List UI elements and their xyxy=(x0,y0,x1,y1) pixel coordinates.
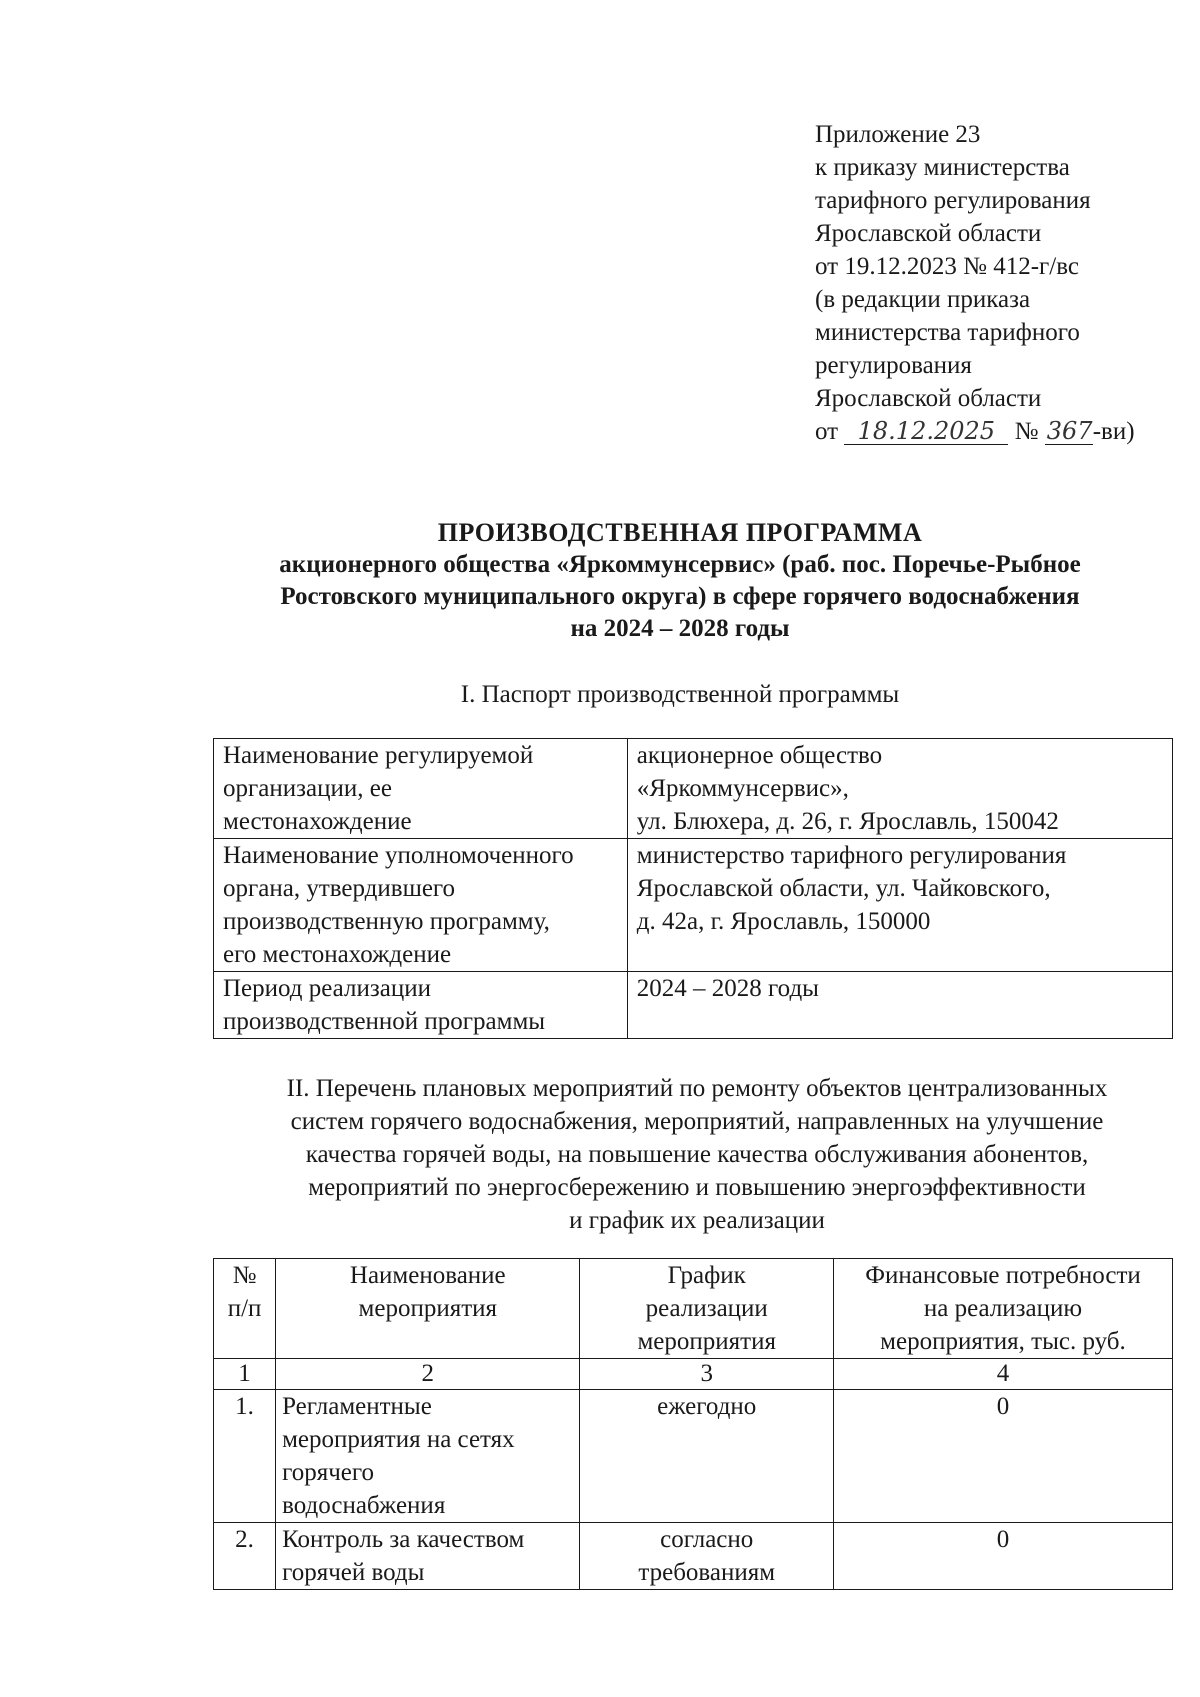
header-line: График xyxy=(667,1262,746,1289)
annex-line: Ярославской области xyxy=(815,220,1042,247)
name-line: горячей воды xyxy=(282,1559,425,1586)
schedule-line: согласно xyxy=(660,1526,754,1553)
header-line: на реализацию xyxy=(923,1295,1083,1322)
column-header-name xyxy=(276,1259,580,1359)
passport-row xyxy=(214,839,1173,972)
column-number-row xyxy=(214,1359,1173,1390)
title-main: ПРОИЗВОДСТВЕННАЯ ПРОГРАММА xyxy=(437,518,923,547)
annex-line: тарифного регулирования xyxy=(815,187,1091,214)
name-line: Контроль за качеством xyxy=(282,1526,525,1553)
row-name xyxy=(276,1390,580,1523)
value-line: акционерное общество xyxy=(636,742,883,769)
heading-line: и график их реализации xyxy=(569,1207,825,1234)
annex-prefix: от xyxy=(815,418,839,445)
header-line: мероприятия xyxy=(637,1328,776,1355)
passport-row xyxy=(214,739,1173,839)
table-row xyxy=(214,1390,1173,1523)
row-number: 2. xyxy=(214,1523,276,1590)
row-number: 1. xyxy=(214,1390,276,1523)
header-line: Финансовые потребности xyxy=(865,1262,1141,1289)
value-line: Ярославской области, ул. Чайковского, xyxy=(636,875,1051,902)
passport-value xyxy=(627,972,1172,1039)
column-header-schedule xyxy=(580,1259,833,1359)
header-line: мероприятия xyxy=(358,1295,498,1322)
heading-line: систем горячего водоснабжения, мероприятий, направленных на улучшение xyxy=(290,1108,1104,1135)
heading-line: II. Перечень плановых мероприятий по ремонту объектов централизованных xyxy=(286,1075,1108,1102)
row-schedule xyxy=(580,1390,833,1523)
value-line: «Яркоммунсервис», xyxy=(636,775,849,802)
passport-row xyxy=(214,972,1173,1039)
annex-line: от 19.12.2023 № 412-г/вс xyxy=(815,253,1079,280)
annex-line: регулирования xyxy=(815,352,972,379)
heading-line: мероприятий по энергосбережению и повышению энергоэффективности xyxy=(308,1174,1086,1201)
row-name xyxy=(276,1523,580,1590)
annex-line: Приложение 23 xyxy=(815,121,981,148)
section1-heading: I. Паспорт производственной программы xyxy=(460,681,900,708)
passport-label xyxy=(214,739,628,839)
annex-suffix: -ви) xyxy=(1092,418,1135,445)
table-header-row xyxy=(214,1259,1173,1359)
annex-line: (в редакции приказа xyxy=(815,286,1031,313)
name-line: горячего xyxy=(282,1459,375,1486)
annex-block xyxy=(815,118,1135,448)
passport-label xyxy=(214,972,628,1039)
schedule-line: требованиям xyxy=(638,1559,776,1586)
header-line: мероприятия, тыс. руб. xyxy=(880,1328,1126,1355)
passport-value xyxy=(627,739,1172,839)
label-line: производственной программы xyxy=(223,1008,546,1035)
row-finance: 0 xyxy=(833,1390,1172,1523)
value-line: д. 42а, г. Ярославль, 150000 xyxy=(636,908,931,935)
annex-line: министерства тарифного xyxy=(815,319,1080,346)
header-line: реализации xyxy=(645,1295,768,1322)
value-line: ул. Блюхера, д. 26, г. Ярославль, 150042 xyxy=(636,808,1059,835)
handwritten-date: 18.12.2025 xyxy=(844,418,1008,445)
events-table xyxy=(213,1258,1173,1590)
column-number: 2 xyxy=(276,1359,580,1390)
header-line: Наименование xyxy=(349,1262,506,1289)
label-line: местонахождение xyxy=(223,808,412,835)
handwritten-number: 367 xyxy=(1046,417,1093,445)
label-line: Наименование регулируемой xyxy=(223,742,534,769)
title-line: на 2024 – 2028 годы xyxy=(570,615,790,642)
column-number: 3 xyxy=(580,1359,833,1390)
label-line: органа, утвердившего xyxy=(223,875,456,902)
name-line: Регламентные xyxy=(282,1393,432,1420)
label-line: организации, ее xyxy=(223,775,392,802)
annex-last-line xyxy=(815,415,1135,448)
title-line: акционерного общества «Яркоммунсервис» (раб. пос. Поречье-Рыбное xyxy=(279,551,1081,578)
value-line: министерство тарифного регулирования xyxy=(636,842,1067,869)
value-line: 2024 – 2028 годы xyxy=(636,975,819,1002)
label-line: его местонахождение xyxy=(223,941,452,968)
column-number: 1 xyxy=(214,1359,276,1390)
column-number: 4 xyxy=(833,1359,1172,1390)
label-line: Период реализации xyxy=(223,975,431,1002)
passport-table xyxy=(213,738,1173,1039)
row-schedule xyxy=(580,1523,833,1590)
table-row xyxy=(214,1523,1173,1590)
section2-heading xyxy=(212,1072,1182,1237)
column-header-num xyxy=(214,1259,276,1359)
document-title xyxy=(200,517,1160,645)
schedule-line: ежегодно xyxy=(657,1393,757,1420)
heading-line: качества горячей воды, на повышение качества обслуживания абонентов, xyxy=(305,1141,1089,1168)
column-header-finance xyxy=(833,1259,1172,1359)
passport-value xyxy=(627,839,1172,972)
title-line: Ростовского муниципального округа) в сфере горячего водоснабжения xyxy=(280,583,1080,610)
header-line: № xyxy=(232,1262,257,1289)
number-sign: № xyxy=(1014,418,1039,445)
name-line: мероприятия на сетях xyxy=(282,1426,515,1453)
annex-line: к приказу министерства xyxy=(815,154,1070,181)
header-line: п/п xyxy=(227,1295,262,1322)
passport-label xyxy=(214,839,628,972)
label-line: Наименование уполномоченного xyxy=(223,842,574,869)
annex-line: Ярославской области xyxy=(815,385,1042,412)
row-finance: 0 xyxy=(833,1523,1172,1590)
name-line: водоснабжения xyxy=(282,1492,446,1519)
label-line: производственную программу, xyxy=(223,908,550,935)
